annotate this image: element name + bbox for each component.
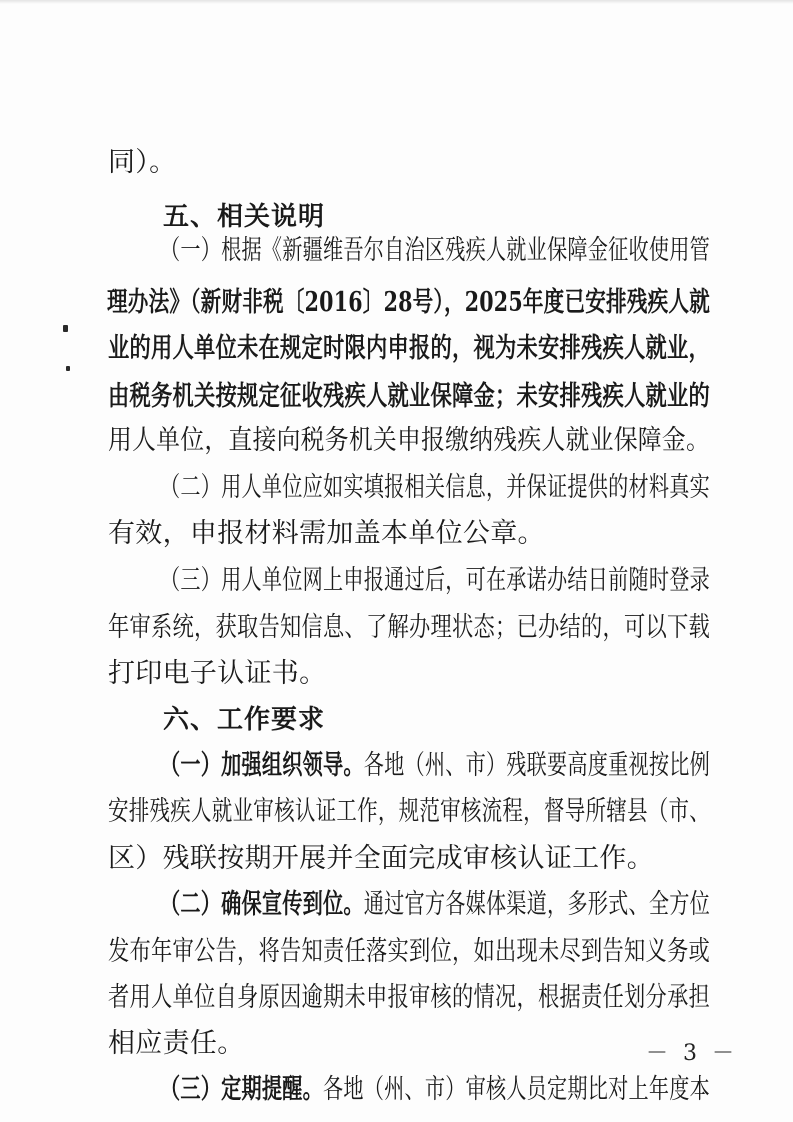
text-line: 相应责任。 — [108, 1028, 245, 1059]
text-line: 区）残联按期开展并全面完成审核认证工作。 — [108, 843, 654, 874]
text-line: （三）用人单位网上申报通过后，可在承诺办结日前随时登录 — [160, 565, 711, 596]
paragraph-lead: （三）定期提醒。 — [160, 1074, 323, 1105]
text-line: 者用人单位自身原因逾期未申报审核的情况，根据责任划分承担 — [108, 982, 710, 1013]
scan-edge-shadow — [0, 0, 793, 4]
text-line: 有效，申报材料需加盖本单位公章。 — [108, 518, 545, 549]
text-line: 业的用人单位未在规定时限内申报的，视为未安排残疾人就业， — [108, 333, 710, 364]
text-line: （一）根据《新疆维吾尔自治区残疾人就业保障金征收使用管 — [160, 235, 711, 266]
text-line: （二）用人单位应如实填报相关信息，并保证提供的材料真实 — [160, 472, 711, 503]
section-heading: 五、相关说明 — [163, 202, 326, 232]
text-line: 同）。 — [108, 147, 177, 178]
text-line — [160, 749, 710, 783]
text-line — [160, 1073, 710, 1107]
section-heading: 六、工作要求 — [163, 705, 326, 735]
paragraph-lead: （一）加强组织领导。 — [160, 750, 364, 781]
text-line: 年审系统，获取告知信息、了解办理状态；已办结的，可以下载 — [108, 612, 710, 643]
page-number: － 3 － — [646, 1041, 738, 1066]
text-line: 安排残疾人就业审核认证工作，规范审核流程，督导所辖县（市、 — [108, 796, 711, 827]
text-line: 用人单位，直接向税务机关申报缴纳残疾人就业保障金。 — [108, 425, 711, 456]
text-line — [160, 888, 710, 922]
text-line: 理办法》（新财非税〔2016〕28号），2025年度已安排残疾人就 — [107, 287, 711, 318]
paragraph-text: 通过官方各媒体渠道，多形式、全方位 — [363, 889, 711, 920]
text-line: 发布年审公告，将告知责任落实到位，如出现未尽到告知义务或 — [108, 936, 710, 967]
paragraph-text: 各地（州、市）审核人员定期比对上年度本 — [322, 1074, 711, 1105]
paragraph-text: 各地（州、市）残联要高度重视按比例 — [363, 750, 711, 781]
scan-speck — [66, 366, 70, 371]
scan-speck — [63, 325, 68, 332]
text-line: 打印电子认证书。 — [108, 658, 327, 689]
text-line: 由税务机关按规定征收残疾人就业保障金；未安排残疾人就业的 — [108, 381, 710, 412]
paragraph-lead: （二）确保宣传到位。 — [160, 889, 364, 920]
